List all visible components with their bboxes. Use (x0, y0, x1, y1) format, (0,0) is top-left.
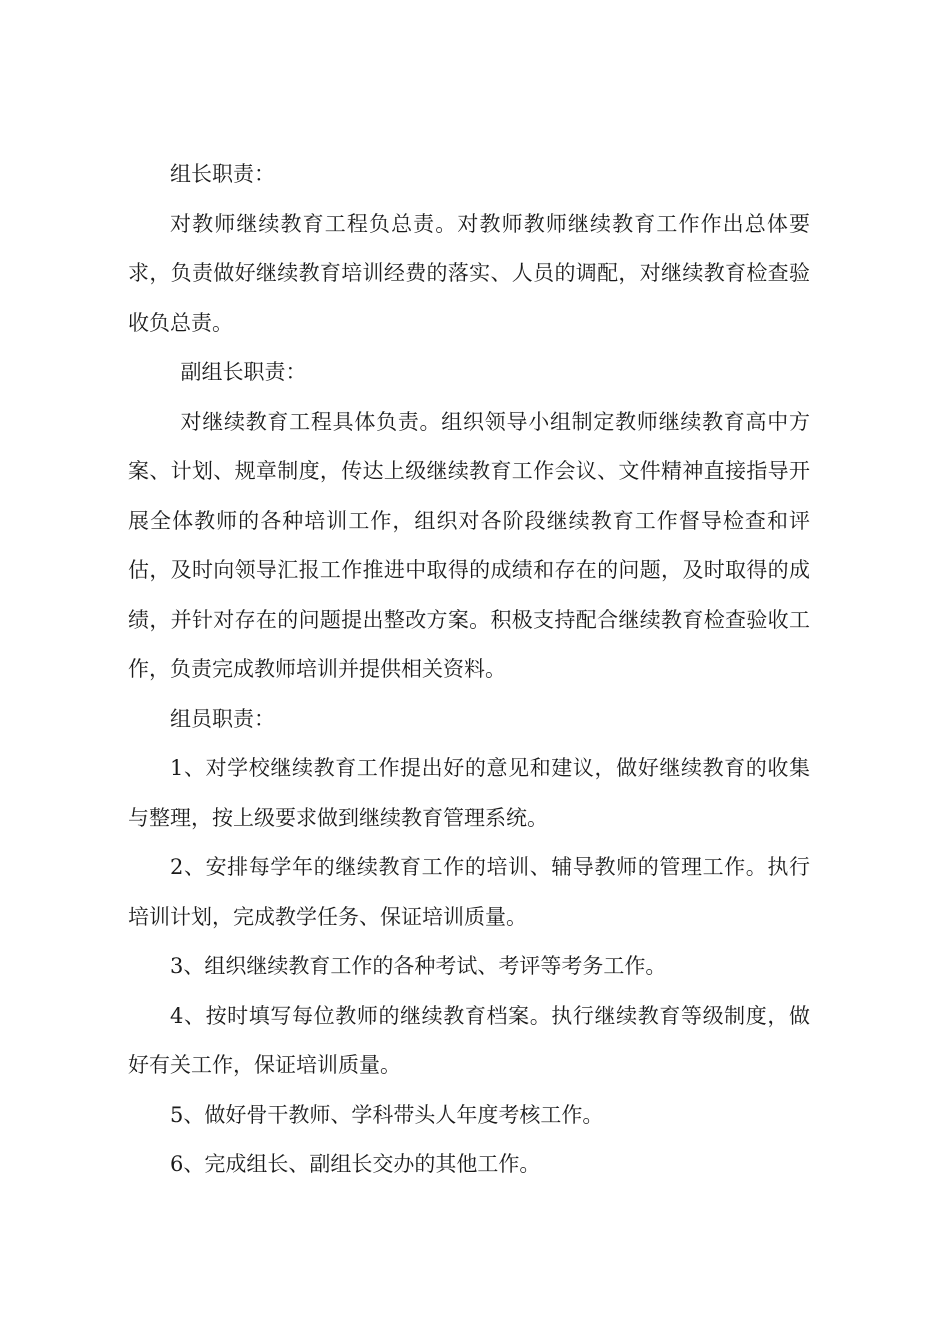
section-body-deputy-leader: 对继续教育工程具体负责。组织领导小组制定教师继续教育高中方案、计划、规章制度，传达上级继续教育工作会议、文件精神直接指导开展全体教师的各种培训工作，组织对各阶段继续教育工作督导检查和评估，及时向领导汇报工作推进中取得的成绩和存在的问题，及时取得的成绩，并针对存在的问题提出整改方案。积极支持配合继续教育检查验收工作，负责完成教师培训并提供相关资料。 (128, 409, 810, 681)
section-heading-members: 组员职责： (170, 706, 275, 731)
section-heading-leader: 组长职责： (170, 162, 275, 186)
document-body (128, 150, 810, 1190)
list-item: 1、对学校继续教育工作提出好的意见和建议，做好继续教育的收集与整理，按上级要求做到继续教育管理系统。 (128, 756, 810, 830)
section-body-leader: 对教师继续教育工程负总责。对教师教师继续教育工作作出总体要求，负责做好继续教育培训经费的落实、人员的调配，对继续教育检查验收负总责。 (128, 211, 810, 335)
list-item: 4、按时填写每位教师的继续教育档案。执行继续教育等级制度，做好有关工作，保证培训质量。 (128, 1003, 810, 1077)
section-heading-deputy-leader: 副组长职责： (180, 360, 307, 384)
list-item: 6、完成组长、副组长交办的其他工作。 (170, 1152, 541, 1176)
list-item: 3、组织继续教育工作的各种考试、考评等考务工作。 (170, 954, 667, 978)
list-item: 5、做好骨干教师、学科带头人年度考核工作。 (170, 1102, 604, 1127)
list-item: 2、安排每学年的继续教育工作的培训、辅导教师的管理工作。执行培训计划，完成教学任务、保证培训质量。 (128, 855, 810, 929)
